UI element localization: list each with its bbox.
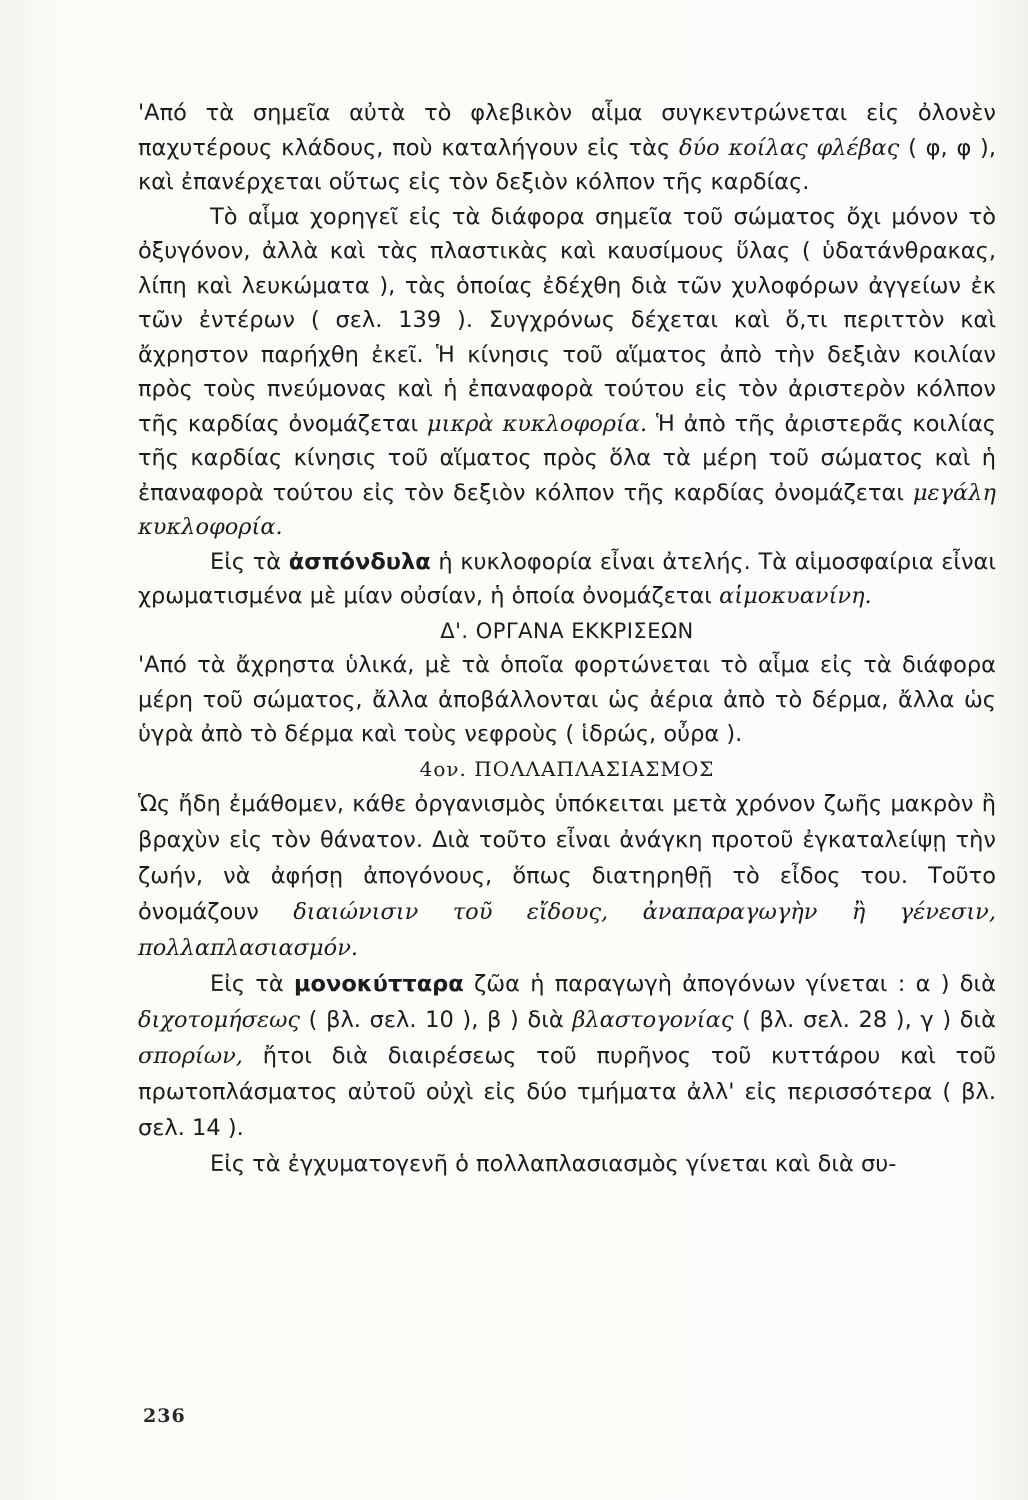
section-heading-excretion: Δ'. ΟΡΓΑΝΑ ΕΚΚΡΙΣΕΩΝ <box>440 618 694 643</box>
paragraph-reproduction-intro: Ὡς ἤδη ἐμάθομεν, κάθε ὀργανισμὸς ὑπόκειται μετὰ χρόνον ζωῆς μακρὸν ἢ βραχὺν εἰς τὸν θάνατον. Διὰ τοῦτο εἶναι ἀνάγκη προτοῦ ἐγκαταλείψῃ τὴν ζωήν, νὰ ἀφήσῃ ἀπογόνους, ὅπως διατηρηθῇ τὸ εἶδος του. Τοῦτο ὀνομάζουν διαιώνισιν τοῦ εἴδους, ἀναπαραγωγὴν ἢ γένεσιν, πολλαπλασιασμόν. <box>138 791 996 961</box>
page-body <box>138 96 996 1182</box>
paragraph-invertebrates: Εἰς τὰ ἀσπόνδυλα ἡ κυκλοφορία εἶναι ἀτελής. Τὰ αἱμοσφαίρια εἶναι χρωματισμένα μὲ μίαν οὐσίαν, ἡ ὁποία ὀνομάζεται αἱμοκυανίνη. <box>138 548 996 609</box>
section-heading-reproduction: 4ον. ΠΟΛΛΑΠΛΑΣΙΑΣΜΟΣ <box>419 756 715 781</box>
paragraph-coelenterates: Εἰς τὰ ἐγχυματογενῆ ὁ πολλαπλασιασμὸς γίνεται καὶ διὰ συ- <box>210 1151 897 1177</box>
reproduction-section <box>138 786 996 1182</box>
paragraph-venous-return: 'Από τὰ σημεῖα αὐτὰ τὸ φλεβικὸν αἷμα συγκεντρώνεται εἰς ὀλονὲν παχυτέρους κλάδους, ποὺ καταλήγουν εἰς τὰς δύο κοίλας φλέβας ( φ, φ ), καὶ ἐπανέρχεται οὕτως εἰς τὸν δεξιὸν κόλπον τῆς καρδίας. <box>138 100 996 195</box>
paragraph-excretion: 'Από τὰ ἄχρηστα ὑλικά, μὲ τὰ ὁποῖα φορτώνεται τὸ αἷμα εἰς τὰ διάφορα μέρη τοῦ σώματος, ἄλλα ἀποβάλλονται ὡς ἀέρια ἀπὸ τὸ δέρμα, ἄλλα ὡς ὑγρὰ ἀπὸ τὸ δέρμα καὶ τοὺς νεφροὺς ( ἱδρώς, οὖρα ). <box>138 652 996 747</box>
page-number: 236 <box>143 1405 186 1427</box>
paragraph-unicellular: Εἰς τὰ μονοκύτταρα ζῶα ἡ παραγωγὴ ἀπογόνων γίνεται : α ) διὰ διχοτομήσεως ( βλ. σελ. 10 ), β ) διὰ βλαστογονίας ( βλ. σελ. 28 ), γ ) διὰ σπορίων, ἤτοι διὰ διαιρέσεως τοῦ πυρῆνος τοῦ κυττάρου καὶ τοῦ πρωτοπλάσματος αὐτοῦ οὐχὶ εἰς δύο τμήματα ἀλλ' εἰς περισσότερα ( βλ. σελ. 14 ). <box>138 971 996 1141</box>
paragraph-circulation: Τὸ αἷμα χορηγεῖ εἰς τὰ διάφορα σημεῖα τοῦ σώματος ὄχι μόνον τὸ ὀξυγόνον, ἀλλὰ καὶ τὰς πλαστικὰς καὶ καυσίμους ὕλας ( ὑδατάνθρακας, λίπη καὶ λευκώματα ), τὰς ὁποίας ἐδέχθη διὰ τῶν χυλοφόρων ἀγγείων ἐκ τῶν ἐντέρων ( σελ. 139 ). Συγχρόνως δέχεται καὶ ὅ,τι περιττὸν καὶ ἄχρηστον παρήχθη ἐκεῖ. Ἡ κίνησις τοῦ αἵματος ἀπὸ τὴν δεξιὰν κοιλίαν πρὸς τοὺς πνεύμονας καὶ ἡ ἐπαναφορὰ τούτου εἰς τὸν ἀριστερὸν κόλπον τῆς καρδίας ὀνομάζεται μικρὰ κυκλοφορία. Ἡ ἀπὸ τῆς ἀριστερᾶς κοιλίας τῆς καρδίας κίνησις τοῦ αἵματος πρὸς ὅλα τὰ μέρη τοῦ σώματος καὶ ἡ ἐπαναφορὰ τούτου εἰς τὸν δεξιὸν κόλπον τῆς καρδίας ὀνομάζεται μεγάλη κυκλοφορία. <box>138 203 996 540</box>
